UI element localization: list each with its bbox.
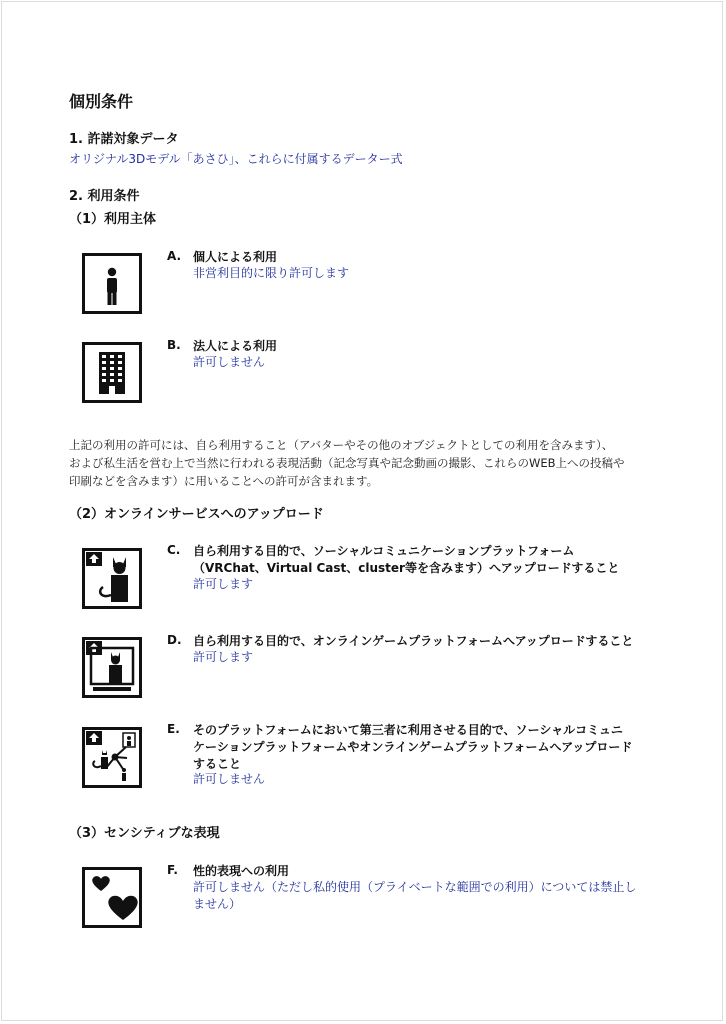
item-d-value: 許可します	[193, 650, 254, 664]
item-f-value	[193, 879, 653, 913]
item-c-value: 許可します	[193, 577, 254, 591]
item-d-title: 自ら利用する目的で、オンラインゲームプラットフォームへアップロードすること	[193, 634, 634, 648]
section1-heading: 1. 許諾対象データ	[69, 132, 179, 147]
item-a-letter: A.	[167, 249, 182, 263]
person-icon	[82, 253, 142, 314]
item-c-title-line: 自ら利用する目的で、ソーシャルコミュニケーションプラットフォーム	[193, 544, 575, 558]
hearts-icon	[82, 867, 142, 928]
item-e-title	[193, 722, 653, 773]
upload-game-icon	[82, 637, 142, 698]
share-third-party-icon	[82, 727, 142, 788]
item-e-value: 許可しません	[193, 772, 266, 786]
paragraph-line: 印刷などを含みます）に用いることへの許可が含まれます。	[69, 474, 379, 488]
item-e-title-line: すること	[193, 757, 242, 771]
item-d-letter: D.	[167, 633, 182, 647]
item-b-title: 法人による利用	[193, 339, 278, 353]
item-f-value-line: ません）	[193, 897, 242, 911]
upload-avatar-icon	[82, 548, 142, 609]
section1-value: オリジナル3Dモデル「あさひ」、これらに付属するデーター式	[69, 152, 403, 166]
page-title: 個別条件	[69, 92, 134, 111]
section2-heading: 2. 利用条件	[69, 189, 140, 204]
subsection3-heading: （3）センシティブな表現	[69, 826, 220, 841]
item-c-letter: C.	[167, 543, 181, 557]
item-c-title	[193, 543, 623, 577]
paragraph-line: 上記の利用の許可には、自ら利用すること（アバターやその他のオブジェクトとしての利用を含みます）、	[69, 438, 614, 452]
subsection1-heading: （1）利用主体	[69, 212, 157, 227]
item-b-value: 許可しません	[193, 355, 266, 369]
item-e-title-line: ケーションプラットフォームやオンラインゲームプラットフォームへアップロード	[193, 740, 633, 754]
paragraph-line: および私生活を営む上で当然に行われる表現活動（記念写真や記念動画の撮影、これらのWEB上への投稿や	[69, 456, 625, 470]
usage-paragraph	[69, 436, 659, 490]
item-e-title-line: そのプラットフォームにおいて第三者に利用させる目的で、ソーシャルコミュニ	[193, 723, 623, 737]
item-b-letter: B.	[167, 338, 181, 352]
item-a-title: 個人による利用	[193, 250, 278, 264]
item-f-value-line: 許可しません（ただし私的使用（プライベートな範囲での利用）については禁止し	[193, 880, 637, 894]
item-c-title-line: （VRChat、Virtual Cast、cluster等を含みます）へアップロードすること	[193, 561, 620, 575]
building-icon	[82, 342, 142, 403]
item-a-value: 非営利目的に限り許可します	[193, 266, 350, 280]
subsection2-heading: （2）オンラインサービスへのアップロード	[69, 507, 324, 522]
item-f-letter: F.	[167, 863, 178, 877]
item-e-letter: E.	[167, 722, 180, 736]
item-f-title: 性的表現への利用	[193, 864, 290, 878]
